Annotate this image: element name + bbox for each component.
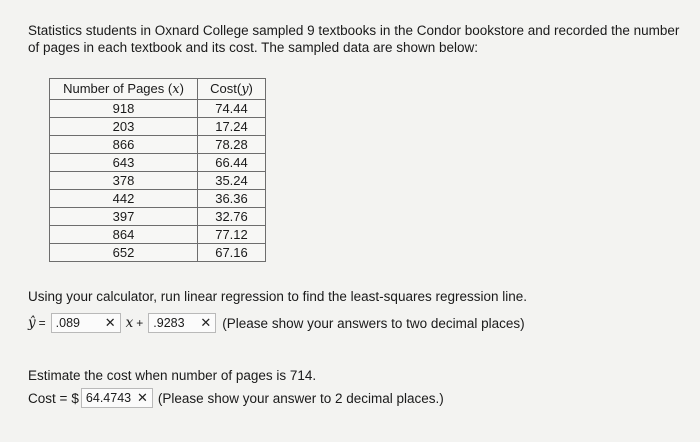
intercept-value: .9283 xyxy=(153,316,185,330)
cost-cell: 67.16 xyxy=(198,244,266,262)
cost-cell: 35.24 xyxy=(198,172,266,190)
regression-equation xyxy=(28,311,525,335)
table-row xyxy=(50,118,266,136)
table-row xyxy=(50,154,266,172)
cost-cell: 74.44 xyxy=(198,100,266,118)
table-row xyxy=(50,190,266,208)
cost-cell: 77.12 xyxy=(198,226,266,244)
table-row xyxy=(50,136,266,154)
table-row xyxy=(50,244,266,262)
estimate-question: Estimate the cost when number of pages is 714. xyxy=(28,368,317,383)
table-row xyxy=(50,208,266,226)
pages-cell: 643 xyxy=(50,154,198,172)
table-row xyxy=(50,100,266,118)
slope-input[interactable] xyxy=(51,313,121,333)
cost-label: Cost = xyxy=(28,390,68,406)
pages-cell: 442 xyxy=(50,190,198,208)
incorrect-x-icon: ✕ xyxy=(200,315,212,330)
table-row xyxy=(50,172,266,190)
equals-sign: = xyxy=(38,316,46,330)
pages-cell: 378 xyxy=(50,172,198,190)
header-pages: Number of Pages (x) xyxy=(50,79,198,100)
cost-value: 64.4743 xyxy=(85,391,132,405)
cost-cell: 36.36 xyxy=(198,190,266,208)
pages-cell: 864 xyxy=(50,226,198,244)
regression-instruction: Using your calculator, run linear regression to find the least-squares regression line. xyxy=(28,289,528,304)
cost-cell: 17.24 xyxy=(198,118,266,136)
cost-input[interactable] xyxy=(81,388,153,408)
pages-cell: 652 xyxy=(50,244,198,262)
cost-answer-line xyxy=(28,386,444,410)
slope-value: .089 xyxy=(55,316,80,330)
cost-cell: 66.44 xyxy=(198,154,266,172)
header-cost: Cost(y) xyxy=(198,79,266,100)
table-row xyxy=(50,226,266,244)
currency-symbol: $ xyxy=(71,390,79,406)
pages-cell: 203 xyxy=(50,118,198,136)
cost-cell: 32.76 xyxy=(198,208,266,226)
incorrect-x-icon: ✕ xyxy=(104,315,116,330)
pages-cell: 866 xyxy=(50,136,198,154)
cost-cell: 78.28 xyxy=(198,136,266,154)
plus-sign: + xyxy=(136,316,144,330)
pages-cell: 918 xyxy=(50,100,198,118)
data-table xyxy=(49,78,266,262)
precision-note: (Please show your answers to two decimal places) xyxy=(222,315,525,331)
table-header-row xyxy=(50,79,266,100)
yhat-symbol: ŷ xyxy=(28,315,36,331)
precision-note-2: (Please show your answer to 2 decimal places.) xyxy=(157,390,444,406)
x-variable: x xyxy=(125,315,134,331)
problem-intro: Statistics students in Oxnard College sampled 9 textbooks in the Condor bookstore and recorded the number of pages in each textbook and its cost. The sampled data are shown below: xyxy=(28,23,680,55)
incorrect-x-icon: ✕ xyxy=(137,390,148,405)
pages-cell: 397 xyxy=(50,208,198,226)
intercept-input[interactable] xyxy=(148,313,216,333)
